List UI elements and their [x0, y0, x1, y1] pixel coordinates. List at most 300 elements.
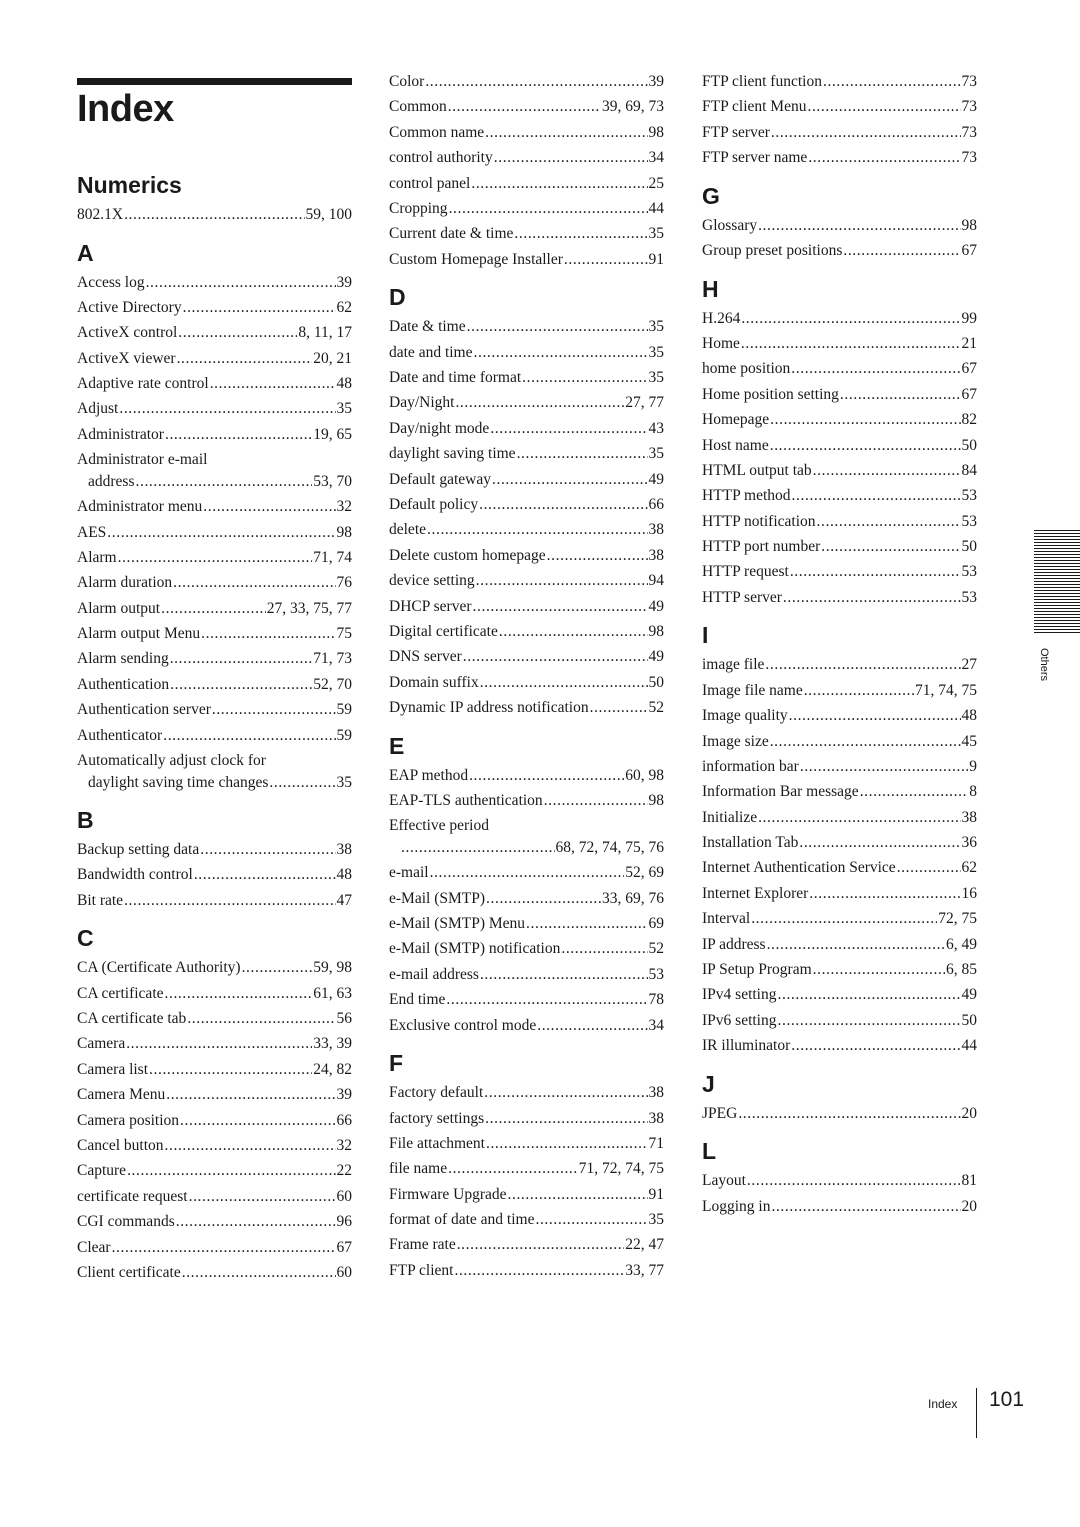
index-column-1 — [77, 172, 352, 1287]
index-entry — [77, 1211, 352, 1233]
entry-term: control panel — [389, 174, 471, 192]
entry-pages: 33, 77 — [625, 1261, 664, 1279]
index-section — [389, 284, 664, 718]
entry-pages: 49 — [648, 597, 664, 615]
index-entry — [389, 1234, 664, 1256]
dot-leader — [455, 392, 624, 414]
entry-term: Glossary — [702, 216, 758, 234]
entry-term-continued: address — [88, 472, 135, 490]
index-entry — [77, 864, 352, 886]
entry-pages: 48 — [336, 375, 352, 393]
dot-leader — [476, 570, 648, 592]
dot-leader — [170, 674, 312, 696]
section-heading: I — [702, 622, 709, 649]
index-entry — [389, 697, 664, 719]
index-entry — [702, 460, 977, 482]
section-heading: F — [389, 1050, 404, 1077]
entry-term: HTTP notification — [702, 512, 816, 530]
entry-pages: 22 — [336, 1162, 352, 1180]
entry-pages: 82 — [961, 411, 977, 429]
index-entry — [702, 587, 977, 609]
entry-term: JPEG — [702, 1104, 738, 1122]
index-section — [77, 172, 352, 226]
entry-term: IP address — [702, 935, 766, 953]
index-entry — [77, 272, 352, 294]
entry-pages: 73 — [961, 149, 977, 167]
dot-leader — [799, 832, 960, 854]
index-section — [702, 1138, 977, 1217]
dot-leader — [494, 147, 648, 169]
index-entry — [389, 570, 664, 592]
entry-pages: 35 — [648, 343, 664, 361]
dot-leader — [807, 96, 960, 118]
dot-leader — [522, 367, 647, 389]
dot-leader — [791, 358, 960, 380]
index-entry — [77, 1262, 352, 1284]
dot-leader — [479, 494, 647, 516]
entry-pages: 6, 85 — [946, 961, 977, 979]
index-section — [77, 925, 352, 1283]
entry-term: Current date & time — [389, 225, 514, 243]
index-entry — [389, 545, 664, 567]
entry-term: e-Mail (SMTP) Menu — [389, 915, 526, 933]
dot-leader — [809, 883, 960, 905]
index-entry — [77, 424, 352, 446]
index-entry — [389, 1133, 664, 1155]
entry-term: Group preset positions — [702, 242, 843, 260]
dot-leader — [808, 147, 960, 169]
section-heading: G — [702, 182, 720, 209]
index-entry — [77, 373, 352, 395]
entry-pages: 39, 69, 73 — [602, 98, 664, 116]
entry-pages: 98 — [961, 216, 977, 234]
dot-leader — [448, 96, 601, 118]
dot-leader — [178, 322, 297, 344]
entry-pages: 19, 65 — [313, 425, 352, 443]
entry-pages: 60 — [336, 1187, 352, 1205]
dot-leader — [242, 957, 313, 979]
entry-pages: 45 — [961, 732, 977, 750]
dot-leader — [485, 122, 647, 144]
index-entry — [702, 883, 977, 905]
entry-term: FTP server name — [702, 149, 808, 167]
dot-leader — [590, 697, 648, 719]
entry-term: Layout — [702, 1172, 746, 1190]
index-entry — [77, 322, 352, 344]
index-entry — [389, 223, 664, 245]
dot-leader — [800, 756, 968, 778]
entry-pages: 67 — [961, 360, 977, 378]
index-column-3 — [702, 71, 977, 1221]
index-entry — [702, 333, 977, 355]
dot-leader — [183, 297, 336, 319]
index-entry — [389, 316, 664, 338]
index-entry — [389, 1015, 664, 1037]
entry-pages: 22, 47 — [625, 1236, 664, 1254]
index-entry — [77, 449, 352, 492]
title-rule — [77, 78, 352, 85]
entry-pages: 43 — [648, 419, 664, 437]
entry-pages: 53 — [961, 512, 977, 530]
entry-term: Administrator menu — [77, 498, 203, 516]
entry-term-continued: daylight saving time changes — [88, 773, 269, 791]
dot-leader — [173, 572, 335, 594]
entry-term: Automatically adjust clock for — [77, 752, 266, 770]
entry-pages: 50 — [961, 538, 977, 556]
index-section — [702, 71, 977, 169]
dot-leader — [161, 598, 266, 620]
index-entry — [77, 750, 352, 793]
dot-leader — [146, 272, 336, 294]
index-entry — [77, 725, 352, 747]
index-section — [702, 622, 977, 1056]
entry-pages: 99 — [961, 309, 977, 327]
entry-term: HTTP request — [702, 563, 789, 581]
index-entry — [389, 71, 664, 93]
entry-term: Capture — [77, 1162, 127, 1180]
dot-leader — [741, 333, 961, 355]
dot-leader — [473, 596, 648, 618]
entry-term: Administrator — [77, 425, 164, 443]
entry-pages: 27 — [961, 656, 977, 674]
dot-leader — [269, 772, 335, 794]
index-entry — [77, 699, 352, 721]
dot-leader — [127, 1160, 335, 1182]
dot-leader — [401, 837, 555, 859]
entry-pages: 53, 70 — [313, 472, 352, 490]
dot-leader — [544, 790, 648, 812]
entry-term: Common — [389, 98, 447, 116]
index-entry — [702, 756, 977, 778]
index-entry — [389, 392, 664, 414]
index-entry — [389, 1184, 664, 1206]
entry-term: Camera Menu — [77, 1086, 166, 1104]
section-heading: J — [702, 1070, 715, 1097]
dot-leader — [210, 373, 336, 395]
entry-term: Home — [702, 334, 740, 352]
dot-leader — [547, 545, 648, 567]
dot-leader — [789, 705, 961, 727]
entry-pages: 35 — [336, 773, 352, 791]
entry-term: DHCP server — [389, 597, 472, 615]
entry-pages: 44 — [648, 199, 664, 217]
index-entry — [702, 832, 977, 854]
index-entry — [389, 938, 664, 960]
entry-pages: 8 — [969, 783, 977, 801]
page-number: 101 — [989, 1388, 1025, 1411]
entry-term: file name — [389, 1160, 448, 1178]
entry-term: Clear — [77, 1238, 111, 1256]
dot-leader — [471, 173, 647, 195]
index-entry — [389, 1108, 664, 1130]
entry-term: FTP client function — [702, 73, 822, 90]
entry-term: Cancel button — [77, 1137, 164, 1155]
dot-leader — [813, 959, 945, 981]
entry-pages: 62 — [961, 859, 977, 877]
entry-term: Camera list — [77, 1060, 149, 1078]
entry-term: Image size — [702, 732, 769, 750]
entry-pages: 49 — [648, 648, 664, 666]
entry-term: HTTP method — [702, 487, 791, 505]
entry-pages: 98 — [648, 791, 664, 809]
index-entry — [702, 934, 977, 956]
entry-pages: 38 — [648, 546, 664, 564]
index-entry — [77, 522, 352, 544]
entry-term: Interval — [702, 910, 751, 928]
index-entry — [77, 1059, 352, 1081]
index-entry — [389, 367, 664, 389]
dot-leader — [537, 1015, 647, 1037]
index-entry — [77, 297, 352, 319]
index-entry — [77, 398, 352, 420]
section-heading: B — [77, 807, 94, 834]
entry-term: factory settings — [389, 1109, 485, 1127]
entry-pages: 38 — [648, 1084, 664, 1102]
index-section — [389, 733, 664, 1037]
index-entry — [389, 198, 664, 220]
index-section — [389, 1050, 664, 1281]
dot-leader — [430, 862, 625, 884]
entry-term: Alarm — [77, 548, 117, 566]
entry-pages: 8, 11, 17 — [298, 324, 352, 342]
dot-leader — [112, 1237, 336, 1259]
dot-leader — [860, 781, 969, 803]
entry-term: Adaptive rate control — [77, 375, 209, 393]
entry-pages: 48 — [961, 707, 977, 725]
index-entry — [389, 122, 664, 144]
entry-pages: 44 — [961, 1037, 977, 1055]
entry-pages: 35 — [648, 369, 664, 387]
entry-term: EAP method — [389, 766, 469, 784]
index-section — [702, 276, 977, 609]
entry-pages: 56 — [336, 1010, 352, 1028]
index-entry — [702, 409, 977, 431]
dot-leader — [480, 672, 648, 694]
entry-pages: 20, 21 — [313, 349, 352, 367]
section-heading: Numerics — [77, 172, 182, 198]
index-entry — [389, 765, 664, 787]
dot-leader — [201, 623, 335, 645]
entry-pages: 35 — [648, 318, 664, 336]
entry-pages: 66 — [336, 1111, 352, 1129]
entry-pages: 32 — [336, 498, 352, 516]
section-tab-label: Others — [1038, 648, 1050, 682]
dot-leader — [165, 1135, 336, 1157]
dot-leader — [771, 1196, 960, 1218]
index-entry — [389, 1158, 664, 1180]
dot-leader — [770, 435, 961, 457]
dot-leader — [771, 122, 961, 144]
index-entry — [389, 443, 664, 465]
entry-term: Internet Authentication Service — [702, 859, 896, 877]
entry-term: FTP client — [389, 1261, 454, 1279]
index-entry — [77, 1160, 352, 1182]
index-entry — [389, 646, 664, 668]
entry-pages: 73 — [961, 73, 977, 90]
entry-pages: 53 — [648, 965, 664, 983]
dot-leader — [448, 1158, 578, 1180]
entry-term: IPv6 setting — [702, 1011, 777, 1029]
index-entry — [389, 1209, 664, 1231]
dot-leader — [176, 1211, 336, 1233]
index-entry — [389, 888, 664, 910]
dot-leader — [124, 890, 335, 912]
entry-term: information bar — [702, 757, 799, 775]
dot-leader — [212, 699, 336, 721]
dot-leader — [484, 1082, 647, 1104]
index-column-2 — [389, 71, 664, 1285]
index-entry — [702, 857, 977, 879]
entry-pages: 52, 70 — [313, 675, 352, 693]
entry-pages: 33, 69, 76 — [602, 889, 664, 907]
entry-pages: 60 — [336, 1264, 352, 1281]
entry-pages: 48 — [336, 866, 352, 884]
index-entry — [702, 1103, 977, 1125]
entry-pages: 67 — [336, 1238, 352, 1256]
index-entry — [702, 561, 977, 583]
entry-pages: 52 — [648, 699, 664, 717]
entry-pages: 78 — [648, 991, 664, 1009]
entry-pages: 20 — [961, 1104, 977, 1122]
index-entry — [702, 96, 977, 118]
entry-pages: 35 — [648, 1211, 664, 1229]
entry-term: home position — [702, 360, 791, 378]
index-entry — [389, 672, 664, 694]
entry-term: Administrator e-mail — [77, 451, 208, 469]
index-entry — [77, 1084, 352, 1106]
dot-leader — [492, 469, 648, 491]
entry-pages: 50 — [961, 1011, 977, 1029]
entry-term: Custom Homepage Installer — [389, 250, 563, 268]
dot-leader — [427, 519, 647, 541]
index-entry — [77, 674, 352, 696]
index-entry — [702, 511, 977, 533]
section-heading: D — [389, 284, 406, 311]
index-entry — [389, 1260, 664, 1282]
entry-term: Camera position — [77, 1111, 180, 1129]
entry-term: Date and time format — [389, 369, 522, 387]
entry-term: IR illuminator — [702, 1037, 791, 1055]
entry-pages: 39 — [336, 273, 352, 291]
dot-leader — [770, 409, 960, 431]
entry-term: Client certificate — [77, 1264, 181, 1281]
dot-leader — [480, 964, 648, 986]
index-entry — [77, 839, 352, 861]
entry-pages: 34 — [648, 149, 664, 167]
dot-leader — [469, 765, 624, 787]
entry-pages: 71, 74, 75 — [915, 681, 977, 699]
dot-leader — [535, 1209, 647, 1231]
index-entry — [702, 1170, 977, 1192]
entry-term: e-Mail (SMTP) — [389, 889, 486, 907]
entry-pages: 53 — [961, 563, 977, 581]
index-entry — [77, 1135, 352, 1157]
dot-leader — [792, 485, 961, 507]
index-entry — [702, 122, 977, 144]
index-entry — [389, 989, 664, 1011]
index-entry — [389, 173, 664, 195]
entry-term: Logging in — [702, 1197, 771, 1215]
entry-pages: 59, 98 — [313, 959, 352, 977]
entry-term: FTP client Menu — [702, 98, 807, 116]
entry-term: Dynamic IP address notification — [389, 699, 589, 717]
entry-term: Image file name — [702, 681, 803, 699]
section-heading: L — [702, 1138, 717, 1165]
entry-pages: 50 — [648, 673, 664, 691]
entry-term: Frame rate — [389, 1236, 456, 1254]
index-entry — [389, 494, 664, 516]
entry-term: Active Directory — [77, 298, 182, 316]
dot-leader — [124, 204, 304, 226]
entry-pages: 53 — [961, 487, 977, 505]
dot-leader — [783, 587, 961, 609]
entry-term: Day/Night — [389, 394, 455, 412]
entry-term: DNS server — [389, 648, 462, 666]
index-entry — [702, 680, 977, 702]
entry-term: Camera — [77, 1035, 126, 1053]
entry-term: Effective period — [389, 817, 489, 835]
entry-term: HTTP server — [702, 588, 782, 606]
entry-pages: 20 — [961, 1197, 977, 1215]
dot-leader — [166, 1084, 335, 1106]
entry-pages: 91 — [648, 1185, 664, 1203]
entry-term: Day/night mode — [389, 419, 490, 437]
dot-leader — [446, 989, 647, 1011]
index-entry — [389, 147, 664, 169]
entry-term: CA (Certificate Authority) — [77, 959, 241, 977]
index-entry — [702, 984, 977, 1006]
entry-term: Digital certificate — [389, 622, 498, 640]
entry-pages: 32 — [336, 1137, 352, 1155]
entry-pages: 71 — [648, 1134, 664, 1152]
dot-leader — [486, 888, 601, 910]
entry-term: File attachment — [389, 1134, 485, 1152]
entry-pages: 68, 72, 74, 75, 76 — [555, 838, 664, 856]
entry-term: Installation Tab — [702, 834, 799, 852]
index-entry — [77, 957, 352, 979]
entry-term: Factory default — [389, 1084, 484, 1102]
entry-term: certificate request — [77, 1187, 188, 1205]
entry-term: Alarm output — [77, 599, 161, 617]
dot-leader — [817, 511, 961, 533]
index-entry — [702, 1010, 977, 1032]
index-entry — [702, 240, 977, 262]
entry-pages: 24, 82 — [313, 1060, 352, 1078]
entry-pages: 91 — [648, 250, 664, 268]
index-entry — [702, 731, 977, 753]
index-entry — [389, 596, 664, 618]
dot-leader — [778, 984, 961, 1006]
entry-pages: 27, 77 — [625, 394, 664, 412]
index-section — [77, 240, 352, 794]
entry-pages: 16 — [961, 884, 977, 902]
dot-leader — [182, 1262, 336, 1284]
entry-pages: 6, 49 — [946, 935, 977, 953]
index-entry — [77, 983, 352, 1005]
entry-term: HTTP port number — [702, 538, 821, 556]
entry-pages: 39 — [648, 73, 664, 90]
entry-term: image file — [702, 656, 765, 674]
section-heading: H — [702, 275, 719, 302]
index-entry — [77, 598, 352, 620]
dot-leader — [897, 857, 961, 879]
entry-term: Access log — [77, 273, 145, 291]
entry-pages: 59 — [336, 701, 352, 719]
entry-pages: 25 — [648, 174, 664, 192]
entry-term: date and time — [389, 343, 473, 361]
section-heading: E — [389, 732, 405, 759]
entry-term: Alarm sending — [77, 650, 169, 668]
